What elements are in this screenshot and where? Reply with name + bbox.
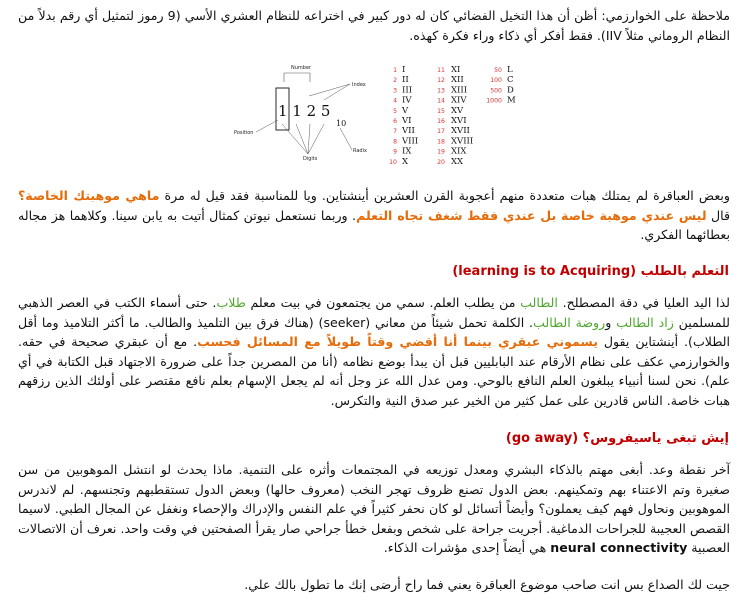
- term-tullab: طلاب: [216, 295, 246, 310]
- arabic-number: 3: [393, 87, 397, 95]
- learning-text-3: . حتى أسماء الكتب في العصر الذهبي للمسلمين: [18, 295, 730, 330]
- neural-connectivity-term: neural connectivity: [550, 540, 688, 556]
- arabic-number: 1000: [486, 97, 502, 105]
- arabic-number: 100: [490, 77, 502, 85]
- roman-numeral: XV: [451, 105, 464, 116]
- roman-numeral: X: [402, 156, 409, 167]
- roman-numeral: V: [402, 105, 409, 116]
- positional-notation-diagram: [234, 65, 367, 162]
- roman-numeral: I: [402, 65, 406, 75]
- arabic-number: 9: [393, 148, 397, 156]
- radix-sample: 10: [336, 119, 347, 128]
- book-title-zad: زاد الطالب: [616, 314, 674, 330]
- arabic-number: 17: [437, 128, 445, 136]
- arabic-number: 8: [393, 138, 397, 146]
- note-paragraph: [18, 6, 730, 45]
- roman-numeral: III: [402, 85, 413, 96]
- intelligence-text-2: هي أيضاً إحدى مؤشرات الذكاء.: [383, 540, 551, 556]
- einstein-quote: يسموني عبقري بينما أنا أقضي وقتاً طويلاً مع المسائل فحسب: [197, 334, 598, 350]
- genius-text-1: وبعض العباقرة لم يمتلك هبات متعددة منهم أعجوبة القرن العشرين أينشتاين. ويا للمناسبة فقد قيل له مرة: [159, 188, 730, 203]
- roman-numeral: XVI: [451, 116, 467, 126]
- arabic-number: 13: [437, 87, 445, 95]
- learning-text-1: لذا اليد العليا في دقة المصطلح.: [557, 295, 730, 310]
- roman-numeral: L: [507, 65, 513, 75]
- roman-numeral: C: [507, 75, 514, 86]
- roman-numeral: XIV: [451, 95, 467, 106]
- arabic-number: 1: [393, 67, 397, 74]
- arabic-number: 11: [437, 67, 445, 74]
- learning-paragraph: [18, 293, 730, 411]
- roman-numeral: M: [507, 95, 516, 106]
- arabic-number: 14: [437, 97, 445, 105]
- intelligence-paragraph: [18, 460, 730, 558]
- arabic-number: 20: [437, 158, 445, 166]
- roman-numeral: IX: [402, 146, 412, 157]
- label-index: Index: [352, 82, 366, 88]
- learning-text-2: من يطلب العلم. سمي من يجتمعون في بيت معلم: [245, 295, 521, 310]
- roman-numeral: XVIII: [451, 136, 474, 147]
- arabic-number: 18: [437, 138, 445, 146]
- heading-go-away: إيش تبغى ياسيفروس؟ (go away): [505, 431, 729, 446]
- book-title-rawda: روضة الطالب: [533, 314, 606, 330]
- closing-paragraph: [18, 575, 730, 595]
- roman-numeral: VIII: [402, 136, 419, 147]
- label-radix: Radix: [353, 148, 367, 154]
- digits-sample: 1 1 2 5: [278, 102, 331, 120]
- arabic-number: 4: [393, 97, 397, 105]
- arabic-number: 2: [393, 77, 397, 85]
- term-talib: الطالب: [520, 295, 558, 310]
- learning-text-4: و: [605, 314, 617, 330]
- heading-learning: التعلم بالطلب (learning is to Acquiring): [452, 264, 729, 279]
- arabic-number: 500: [490, 87, 502, 95]
- roman-numeral: XII: [451, 75, 464, 86]
- answer-highlight: ليس عندي موهبة خاصة بل عندي فقط شغف تجاه التعلم: [356, 207, 707, 223]
- genius-text-2: قال: [706, 207, 730, 223]
- closing-text: جيت لك الصداع بس انت صاحب موضوع العباقرة يعني فما راح أرضى إنك ما تطول بالك علي.: [244, 577, 730, 592]
- arabic-number: 19: [437, 148, 445, 156]
- roman-numeral: VII: [402, 126, 415, 137]
- roman-numeral: XIX: [451, 146, 467, 157]
- label-number: Number: [291, 65, 312, 71]
- arabic-number: 16: [437, 118, 445, 125]
- roman-numeral: XVII: [451, 126, 470, 137]
- arabic-number: 12: [437, 77, 445, 85]
- roman-numeral: D: [507, 85, 514, 96]
- arabic-number: 15: [437, 107, 445, 115]
- note-text: ملاحظة على الخوارزمي: أظن أن هذا التخيل الفضائي كان له دور كبير في اختراعه للنظام العشري الأسي (9 رموز لتمثيل أي رقم بدلاً من النظام الروماني مثلاً IIV). فقط أفكر أي ذكاء وراء فكرة كهذه.: [18, 8, 730, 43]
- genius-text-3: . وربما نستعمل نيوتن كمثال أتيت به يابن سينا. وكلاهما هز مجاله بعطائهما الفكري.: [18, 207, 730, 243]
- arabic-number: 7: [393, 128, 397, 136]
- learning-text-5: . الكلمة تحمل شيئاً من معاني (seeker) (هناك فرق بين التلميذ والطالب. ما أكثر التلاميذ وما أقل الطلاب). أينشتاين يقول: [18, 314, 730, 350]
- roman-numeral: XX: [451, 156, 464, 167]
- roman-numeral: XI: [451, 65, 461, 75]
- roman-numeral: VI: [402, 116, 412, 126]
- label-position: Position: [234, 130, 254, 136]
- roman-numerals-table: [389, 65, 516, 167]
- numeral-systems-figure: [234, 60, 534, 178]
- arabic-number: 5: [393, 107, 397, 115]
- arabic-number: 6: [393, 118, 397, 125]
- intelligence-text-1: آخر نقطة وعد. أبغى مهتم بالذكاء البشري ومعدل توزيعه في المجتمعات وأثره على التنمية. ماذا يحدث لو انتشل الموهوبين من سن صغيرة وتم الاعتناء بهم وتمكينهم. بعض الدول تصنع ظروف تهجر النخب (معروف حالها) وبعض الدول تستقطبهم وتجنسهم. لم لاندرس الموهوبين ونحاول فهم كيف يعملون؟ وأيضاً أتسائل لو كان نحفر كثيراً في علم النفس والإدراك والإحصاء ونغفل عن المجال الطبي. لاسيما القصص العجيبة للجراحات الدماغية. أجريت جراحة على شخص وبفعل خطأ جراحي صار يقرأ الصفحتين في وقت واحد. نعرف أن الاتصالات العصبية: [18, 462, 730, 556]
- label-digits: Digits: [303, 156, 318, 162]
- roman-numeral: XIII: [451, 85, 468, 96]
- roman-numeral: IV: [402, 95, 412, 106]
- learning-text-6: . مع أن عبقري صحيحة في حقه. والخوارزمي عكف على نظام الأرقام عند البابليين قبل أن يبدأ بوضع نظامه (أنا من المصرين جداً على ضرورة الاجتهاد قبل الكتابة في أي علم). نحن لسنا أنبياء يبلغون العلم النافع بالوحي. ومن عدل الله عز وجل أنه لم يجعل الإسهام بعلم نافع مقتصر على أولئك الذين رزقهم هبات خاصة. الناس قادرين على عمل كثير من الخير عبر صدق النية والتكرس.: [18, 334, 730, 408]
- genius-paragraph: [18, 186, 730, 245]
- question-highlight: ماهي موهبتك الخاصة؟: [18, 188, 160, 203]
- roman-numeral: II: [402, 75, 409, 86]
- arabic-number: 50: [494, 67, 502, 74]
- arabic-number: 10: [389, 158, 397, 166]
